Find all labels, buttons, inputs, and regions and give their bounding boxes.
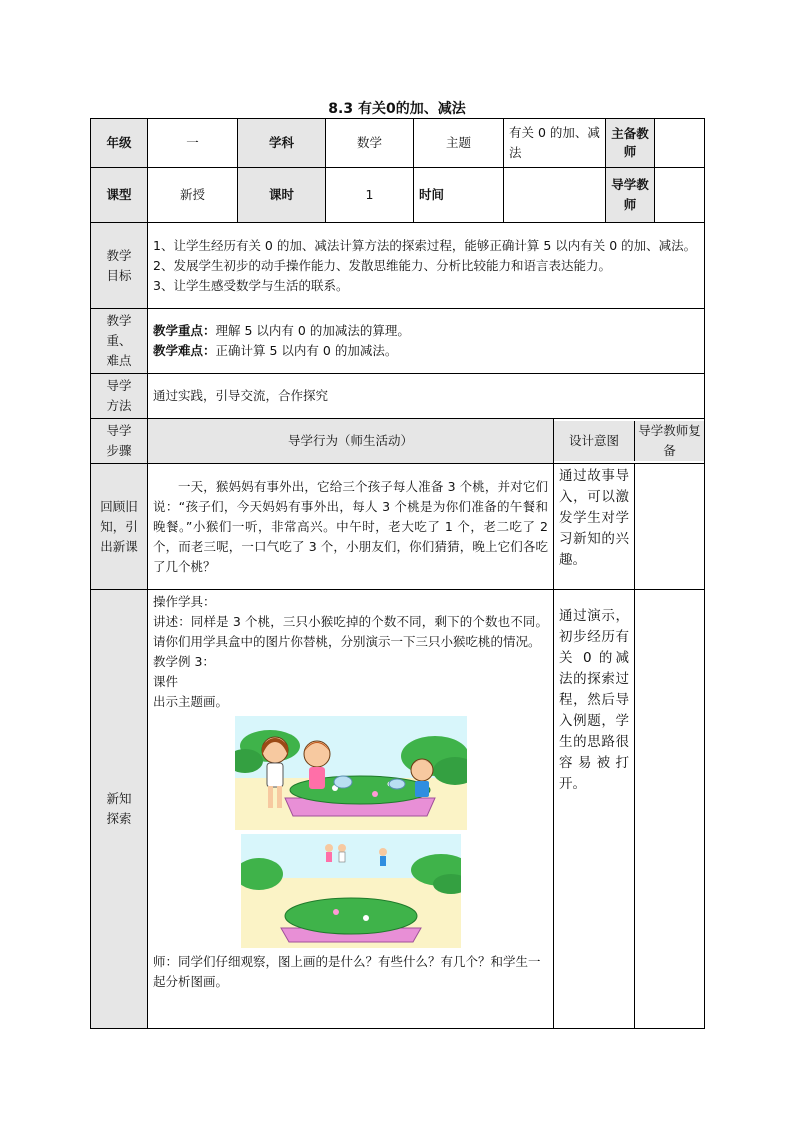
review-intent: 通过故事导入，可以激发学生对学习新知的兴趣。 bbox=[554, 464, 635, 589]
new-line-2: 讲述：同样是 3 个桃，三只小猴吃掉的个数不同，剩下的个数也不同。请你们用学具盒中的图片你替桃，分别演示一下三只小猴吃桃的情况。 bbox=[153, 614, 548, 649]
type-value: 新授 bbox=[148, 168, 238, 223]
review-notes bbox=[635, 464, 704, 589]
guide-teacher-value bbox=[655, 168, 704, 222]
keypoints-label: 教学重、难点 bbox=[91, 309, 148, 374]
page-title: 8.3 有关0的加、减法 bbox=[328, 101, 466, 117]
grade-label: 年级 bbox=[91, 119, 148, 168]
subject-label: 学科 bbox=[238, 119, 326, 168]
difficulty-text: 正确计算 5 以内有 0 的加减法。 bbox=[215, 343, 398, 358]
new-knowledge-right bbox=[554, 590, 705, 1029]
info-row-1 bbox=[91, 119, 705, 168]
new-knowledge-activity bbox=[148, 590, 554, 1029]
time-value bbox=[504, 168, 606, 223]
method-text: 通过实践，引导交流，合作探究 bbox=[148, 374, 705, 419]
period-value: 1 bbox=[326, 168, 414, 223]
keypoints-row bbox=[91, 309, 705, 374]
guide-teacher-cell bbox=[606, 168, 705, 223]
lead-teacher-value bbox=[655, 119, 704, 167]
steps-label: 导学步骤 bbox=[91, 419, 148, 464]
difficulty-label: 教学难点： bbox=[153, 343, 216, 358]
goal-item-1: 1、让学生经历有关 0 的加、减法计算方法的探索过程，能够正确计算 5 以内有关 0 的加、减法。 bbox=[153, 237, 697, 253]
review-label: 回顾旧知，引出新课 bbox=[91, 464, 148, 590]
keypoints-content bbox=[148, 309, 705, 374]
goals-row bbox=[91, 223, 705, 309]
activity-header: 导学行为（师生活动） bbox=[148, 419, 554, 464]
goal-item-2: 2、发展学生初步的动手操作能力、发散思维能力、分析比较能力和语言表达能力。 bbox=[153, 257, 611, 273]
subject-value: 数学 bbox=[326, 119, 414, 168]
steps-header-row bbox=[91, 419, 705, 464]
steps-header-right bbox=[554, 419, 705, 464]
new-knowledge-label: 新知探索 bbox=[91, 590, 148, 1029]
review-header: 导学教师复备 bbox=[635, 421, 704, 461]
new-line-3: 教学例 3： bbox=[153, 654, 215, 669]
goal-item-3: 3、让学生感受数学与生活的联系。 bbox=[153, 277, 349, 293]
focus-label: 教学重点： bbox=[153, 323, 216, 338]
method-row bbox=[91, 374, 705, 419]
review-story: 一天，猴妈妈有事外出，它给三个孩子每人准备 3 个桃，并对它们说：“孩子们，今天妈妈有事外出，每人 3 个桃是为你们准备的午餐和晚餐。”小猴们一听，非常高兴。中午时，老大吃了 1 个，老二吃了 2 个，而老三呢，一口气吃了 3 个，小朋友们，你们猜猜，晚上它们各吃了几个桃？ bbox=[153, 478, 548, 574]
lead-teacher-label: 主备教师 bbox=[606, 119, 655, 167]
goals-label: 教学目标 bbox=[91, 223, 148, 309]
method-label: 导学方法 bbox=[91, 374, 148, 419]
lead-teacher-cell bbox=[606, 119, 705, 168]
new-knowledge-row bbox=[91, 590, 705, 1029]
watering-children-illustration bbox=[235, 716, 467, 830]
period-label: 课时 bbox=[238, 168, 326, 223]
new-line-5: 出示主题画。 bbox=[153, 694, 229, 709]
lesson-plan-table bbox=[90, 118, 705, 1029]
difficulty-line bbox=[153, 341, 699, 361]
focus-line bbox=[153, 321, 699, 341]
new-knowledge-notes bbox=[635, 590, 704, 1028]
review-activity bbox=[148, 464, 554, 590]
topic-value: 有关 0 的加、减法 bbox=[504, 119, 606, 168]
intent-header: 设计意图 bbox=[554, 421, 635, 461]
new-line-1: 操作学具： bbox=[153, 594, 216, 609]
new-line-4: 课件 bbox=[153, 674, 179, 689]
goals-content bbox=[148, 223, 705, 309]
review-right bbox=[554, 464, 705, 590]
grade-value: 一 bbox=[148, 119, 238, 168]
type-label: 课型 bbox=[91, 168, 148, 223]
focus-text: 理解 5 以内有 0 的加减法的算理。 bbox=[215, 323, 410, 338]
topic-label: 主题 bbox=[414, 119, 504, 168]
planter-illustration bbox=[241, 834, 461, 948]
new-knowledge-intent: 通过演示，初步经历有关 0 的减法的探索过程，然后导入例题，学生的思路很容易被打开。 bbox=[554, 590, 635, 1028]
info-row-2 bbox=[91, 168, 705, 223]
time-label: 时间 bbox=[414, 168, 504, 223]
new-after-line-1: 师：同学们仔细观察，图上画的是什么？有些什么？有几个？和学生一起分析图画。 bbox=[153, 954, 541, 989]
guide-teacher-label: 导学教师 bbox=[606, 168, 655, 222]
review-row bbox=[91, 464, 705, 590]
